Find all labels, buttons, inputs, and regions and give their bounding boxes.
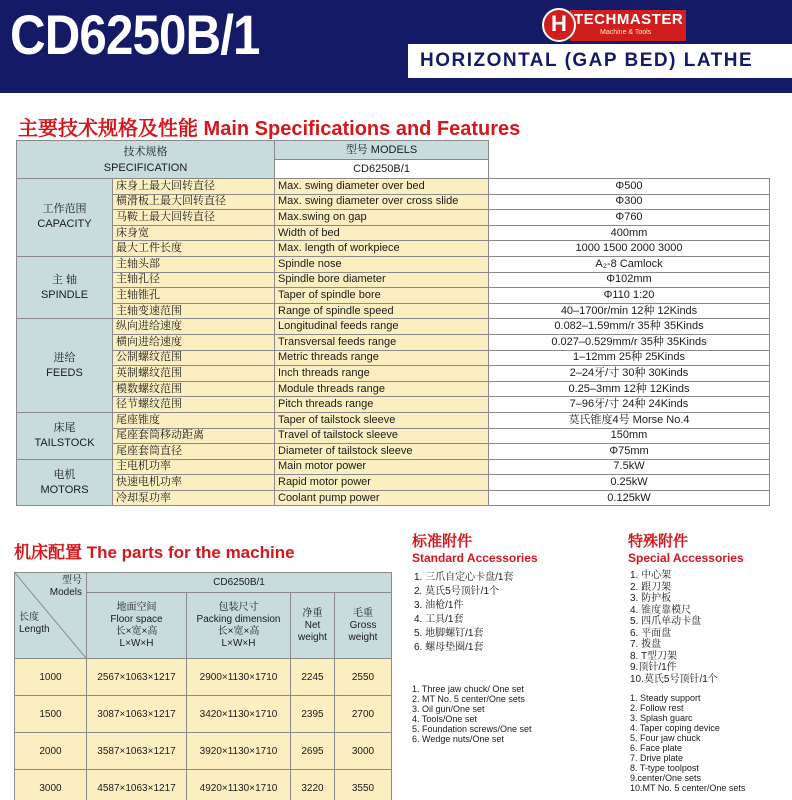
spec-group-label [17, 179, 113, 257]
spec-en: Module threads range [275, 381, 489, 397]
spec-value: 莫氏锥度4号 Morse No.4 [489, 412, 770, 428]
spec-value: 400mm [489, 225, 770, 241]
parts-cell-floor: 4587×1063×1217 [87, 770, 187, 800]
model-title: CD6250B/1 [10, 3, 260, 66]
standard-item-en: 6. Wedge nuts/One set [412, 734, 504, 744]
spec-row [17, 459, 770, 475]
special-title-en: Special Accessories [628, 551, 744, 565]
spec-value: Φ110 1:20 [489, 288, 770, 304]
spec-value: A₂-8 Camlock [489, 256, 770, 272]
spec-group-label [17, 412, 113, 459]
spec-en: Inch threads range [275, 366, 489, 382]
standard-item-cn: 2. 莫氏5号顶针/1个 [414, 586, 500, 597]
parts-cell-net: 3220 [291, 770, 335, 800]
special-item-en: 4. Taper coping device [630, 723, 720, 733]
spec-row [17, 475, 770, 491]
spec-row [17, 490, 770, 506]
special-item-en: 8. T-type toolpost [630, 763, 699, 773]
spec-value: 150mm [489, 428, 770, 444]
spec-value: Φ500 [489, 179, 770, 195]
spec-cn: 尾座套筒移动距离 [113, 428, 275, 444]
spec-table [16, 140, 770, 506]
models-value: CD6250B/1 [275, 160, 489, 179]
spec-row [17, 319, 770, 335]
spec-row [17, 428, 770, 444]
spec-cn: 床身上最大回转直径 [113, 179, 275, 195]
spec-row [17, 241, 770, 257]
special-item-cn: 7. 拨盘 [630, 639, 662, 650]
col-packing: 包装尺寸 Packing dimension 长×宽×高 L×W×H [187, 593, 291, 659]
standard-item-en: 3. Oil gun/One set [412, 704, 485, 714]
parts-cell-floor: 3087×1063×1217 [87, 696, 187, 733]
spec-en: Transversal feeds range [275, 334, 489, 350]
logo-brand: TECHMASTER [574, 11, 684, 28]
spec-row [17, 303, 770, 319]
special-title-cn: 特殊附件 [628, 533, 689, 550]
models-label: 型号 MODELS [275, 141, 489, 160]
special-item-cn: 5. 四爪单动卡盘 [630, 616, 702, 627]
standard-item-cn: 1. 三爪自定心卡盘/1套 [414, 572, 514, 583]
special-item-cn: 8. T型刀架 [630, 650, 678, 662]
specs-title: 主要技术规格及性能 Main Specifications and Features [18, 118, 521, 140]
spec-group-cn: 主 轴 [51, 273, 78, 286]
special-list-cn [630, 570, 718, 685]
standard-item-en: 2. MT No. 5 center/One sets [412, 694, 525, 704]
spec-cn: 英制螺纹范围 [113, 366, 275, 382]
parts-cell-pack: 3920×1130×1710 [187, 733, 291, 770]
parts-title: 机床配置 The parts for the machine [14, 543, 295, 562]
spec-value: 0.082–1.59mm/r 35种 35Kinds [489, 319, 770, 335]
special-item-en: 2. Follow rest [630, 703, 684, 713]
spec-cn: 最大工件长度 [113, 241, 275, 257]
spec-en: Diameter of tailstock sleeve [275, 444, 489, 460]
spec-en: Coolant pump power [275, 490, 489, 506]
parts-table [14, 572, 392, 800]
spec-cn: 床身宽 [113, 225, 275, 241]
spec-value: 0.25–3mm 12种 12Kinds [489, 381, 770, 397]
spec-en: Max. swing diameter over bed [275, 179, 489, 195]
special-item-cn: 4. 锥度靠模尺 [630, 604, 692, 616]
spec-en: Width of bed [275, 225, 489, 241]
spec-cn: 主轴变速范围 [113, 303, 275, 319]
spec-en: Longitudinal feeds range [275, 319, 489, 335]
standard-list-en [412, 684, 532, 744]
parts-corner-cell [15, 573, 87, 659]
special-item-cn: 10.莫氏5号顶针/1个 [630, 673, 718, 685]
spec-value: 0.027–0.529mm/r 35种 35Kinds [489, 334, 770, 350]
parts-cell-net: 2695 [291, 733, 335, 770]
spec-row [17, 381, 770, 397]
standard-item-cn: 6. 螺母垫圈/1套 [414, 642, 484, 653]
parts-cell-gross: 3550 [335, 770, 392, 800]
spec-value: 1000 1500 2000 3000 [489, 241, 770, 257]
spec-group-en: SPINDLE [40, 288, 89, 301]
standard-title-en: Standard Accessories [412, 551, 538, 565]
spec-group-cn: 进给 [53, 351, 76, 364]
parts-cell-length: 1000 [15, 659, 87, 696]
spec-row [17, 334, 770, 350]
parts-cell-pack: 4920×1130×1710 [187, 770, 291, 800]
spec-cn: 主轴锥孔 [113, 288, 275, 304]
spec-row [17, 179, 770, 195]
spec-cn: 模数螺纹范围 [113, 381, 275, 397]
spec-en: Rapid motor power [275, 475, 489, 491]
corner-length-label: 长度 Length [19, 612, 50, 635]
spec-row [17, 194, 770, 210]
spec-cn: 尾座锥度 [113, 412, 275, 428]
parts-cell-pack: 3420×1130×1710 [187, 696, 291, 733]
special-item-cn: 2. 跟刀架 [630, 581, 672, 593]
spec-row [17, 210, 770, 226]
spec-en: Max.swing on gap [275, 210, 489, 226]
parts-cell-pack: 2900×1130×1710 [187, 659, 291, 696]
spec-en: Pitch threads range [275, 397, 489, 413]
parts-body [15, 659, 392, 800]
spec-value: 0.25kW [489, 475, 770, 491]
special-item-cn: 1. 中心架 [630, 570, 672, 581]
special-item-en: 6. Face plate [630, 743, 683, 753]
special-item-en: 5. Four jaw chuck [630, 733, 701, 743]
spec-row [17, 397, 770, 413]
spec-value: Φ75mm [489, 444, 770, 460]
special-item-en: 3. Splash guarc [630, 713, 693, 723]
parts-row [15, 659, 392, 696]
corner-models-label: 型号 Models [49, 575, 82, 598]
standard-item-cn: 3. 油枪/1件 [414, 600, 464, 611]
spec-group-label [17, 319, 113, 413]
spec-cn: 冷却泵功率 [113, 490, 275, 506]
spec-en: Travel of tailstock sleeve [275, 428, 489, 444]
spec-value: 40–1700r/min 12种 12Kinds [489, 303, 770, 319]
parts-cell-gross: 2550 [335, 659, 392, 696]
parts-cell-length: 2000 [15, 733, 87, 770]
spec-en: Spindle bore diameter [275, 272, 489, 288]
spec-en: Taper of spindle bore [275, 288, 489, 304]
spec-cn: 主电机功率 [113, 459, 275, 475]
spec-cn: 横滑板上最大回转直径 [113, 194, 275, 210]
spec-group-en: FEEDS [46, 366, 83, 379]
logo-initial: H [551, 11, 567, 36]
special-item-en: 10.MT No. 5 center/One sets [630, 783, 746, 793]
spec-en: Taper of tailstock sleeve [275, 412, 489, 428]
page-subtitle: HORIZONTAL (GAP BED) LATHE [420, 50, 754, 71]
spec-cn: 马鞍上最大回转直径 [113, 210, 275, 226]
parts-cell-net: 2245 [291, 659, 335, 696]
parts-cell-net: 2395 [291, 696, 335, 733]
spec-group-en: CAPACITY [37, 218, 92, 231]
spec-group-label [17, 459, 113, 506]
parts-cell-floor: 3587×1063×1217 [87, 733, 187, 770]
spec-header [17, 141, 275, 179]
standard-item-en: 4. Tools/One set [412, 714, 477, 724]
parts-cell-gross: 2700 [335, 696, 392, 733]
spec-row [17, 272, 770, 288]
parts-model: CD6250B/1 [87, 573, 392, 593]
logo-tagline: Machine & Tools [600, 29, 652, 36]
spec-group-cn: 电机 [53, 468, 76, 481]
spec-cn: 径节螺纹范围 [113, 397, 275, 413]
spec-cn: 纵向进给速度 [113, 319, 275, 335]
spec-cn: 快速电机功率 [113, 475, 275, 491]
spec-value: 7.5kW [489, 459, 770, 475]
standard-item-cn: 5. 地脚螺钉/1套 [414, 628, 484, 639]
special-item-cn: 3. 防护板 [630, 593, 672, 604]
special-item-en: 7. Drive plate [630, 753, 684, 763]
special-item-cn: 6. 平面盘 [630, 627, 672, 639]
special-item-cn: 9.顶针/1件 [630, 662, 677, 673]
spec-group-label [17, 256, 113, 318]
techmaster-logo [542, 8, 686, 42]
spec-row [17, 350, 770, 366]
spec-value: 2–24牙/寸 30种 30Kinds [489, 366, 770, 382]
spec-en: Metric threads range [275, 350, 489, 366]
spec-cn: 主轴头部 [113, 256, 275, 272]
parts-row [15, 696, 392, 733]
parts-cell-floor: 2567×1063×1217 [87, 659, 187, 696]
col-net-weight: 净重 Net weight [291, 593, 335, 659]
special-item-en: 9.center/One sets [630, 773, 702, 783]
spec-en: Spindle nose [275, 256, 489, 272]
spec-value: Φ102mm [489, 272, 770, 288]
spec-cn: 公制螺纹范围 [113, 350, 275, 366]
parts-row [15, 733, 392, 770]
parts-cell-length: 1500 [15, 696, 87, 733]
special-item-en: 1. Steady support [630, 693, 701, 703]
parts-cell-length: 3000 [15, 770, 87, 800]
spec-value: 7–96牙/寸 24种 24Kinds [489, 397, 770, 413]
parts-cell-gross: 3000 [335, 733, 392, 770]
spec-group-cn: 床尾 [53, 421, 76, 434]
special-list-en [630, 693, 745, 793]
standard-item-cn: 4. 工具/1套 [414, 614, 464, 625]
spec-row [17, 444, 770, 460]
spec-cn: 尾座套筒直径 [113, 444, 275, 460]
col-floor-space: 地面空间 Floor space 长×宽×高 L×W×H [87, 593, 187, 659]
spec-group-cn: 工作范围 [42, 203, 87, 216]
spec-body [17, 179, 770, 506]
spec-en: Max. length of workpiece [275, 241, 489, 257]
standard-title-cn: 标准附件 [412, 533, 473, 550]
spec-value: 0.125kW [489, 490, 770, 506]
col-gross-weight: 毛重 Gross weight [335, 593, 392, 659]
spec-group-en: MOTORS [40, 483, 89, 496]
spec-header-en: SPECIFICATION [103, 161, 188, 174]
standard-item-en: 5. Foundation screws/One set [412, 724, 532, 734]
spec-value: 1–12mm 25种 25Kinds [489, 350, 770, 366]
spec-en: Main motor power [275, 459, 489, 475]
spec-en: Range of spindle speed [275, 303, 489, 319]
spec-en: Max. swing diameter over cross slide [275, 194, 489, 210]
standard-item-en: 1. Three jaw chuck/ One set [412, 684, 524, 694]
standard-list-cn [414, 571, 513, 655]
spec-group-en: TAILSTOCK [34, 436, 95, 449]
spec-row [17, 288, 770, 304]
parts-row [15, 770, 392, 800]
spec-row [17, 256, 770, 272]
spec-row [17, 225, 770, 241]
spec-row [17, 412, 770, 428]
spec-row [17, 366, 770, 382]
spec-value: Φ300 [489, 194, 770, 210]
spec-cn: 横向进给速度 [113, 334, 275, 350]
spec-cn: 主轴孔径 [113, 272, 275, 288]
spec-value: Φ760 [489, 210, 770, 226]
spec-header-cn: 技术规格 [123, 145, 168, 158]
